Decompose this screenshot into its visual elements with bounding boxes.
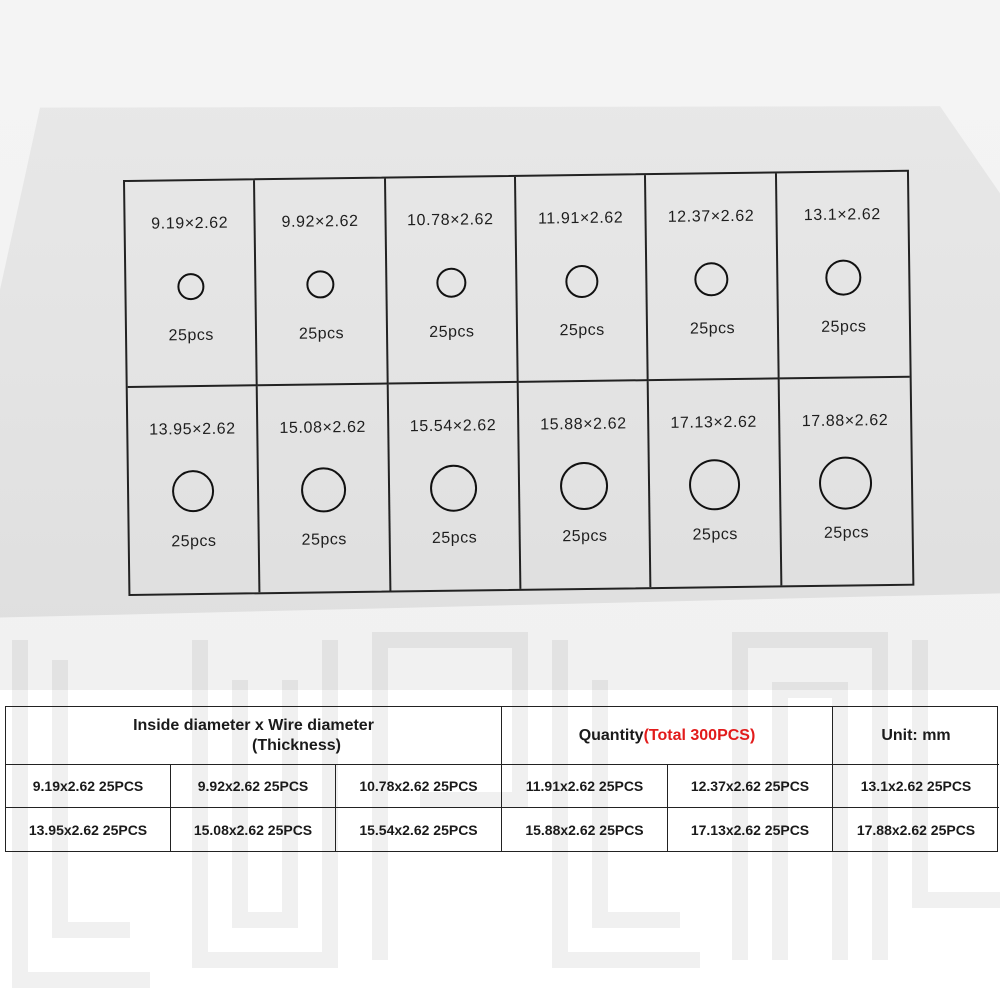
cell-size-label: 13.1×2.62 xyxy=(803,206,881,225)
size-cell xyxy=(125,180,258,388)
cell-size-label: 9.19×2.62 xyxy=(151,214,229,233)
size-cell xyxy=(646,173,779,381)
cell-size-label: 17.88×2.62 xyxy=(801,412,889,431)
cell-quantity-label: 25pcs xyxy=(692,525,738,544)
size-cell xyxy=(386,177,519,385)
oring-size-card xyxy=(123,170,914,596)
oring-circle xyxy=(301,467,347,513)
size-cell xyxy=(516,175,649,383)
unit-header: Unit: mm xyxy=(833,707,999,765)
cell-size-label: 11.91×2.62 xyxy=(537,209,624,228)
table-cell: 12.37x2.62 25PCS xyxy=(668,765,833,808)
size-cell xyxy=(777,172,910,380)
cell-size-label: 12.37×2.62 xyxy=(667,207,755,226)
cell-quantity-label: 25pcs xyxy=(168,326,214,345)
table-cell: 15.88x2.62 25PCS xyxy=(502,808,668,851)
table-cell: 9.19x2.62 25PCS xyxy=(6,765,171,808)
oring-circle xyxy=(819,456,873,510)
cell-quantity-label: 25pcs xyxy=(689,320,736,338)
table-cell: 15.08x2.62 25PCS xyxy=(171,808,336,851)
size-cell xyxy=(128,386,261,594)
size-cell xyxy=(255,179,388,387)
cell-size-label: 9.92×2.62 xyxy=(281,212,359,231)
size-header xyxy=(6,707,502,765)
oring-circle xyxy=(436,268,466,298)
cell-size-label: 13.95×2.62 xyxy=(149,420,236,439)
size-header-line1: Inside diameter x Wire diameter xyxy=(133,716,374,734)
cell-quantity-label: 25pcs xyxy=(429,323,475,342)
table-cell: 13.95x2.62 25PCS xyxy=(6,808,171,851)
cell-quantity-label: 25pcs xyxy=(301,531,347,549)
size-cell xyxy=(388,383,521,591)
size-cell xyxy=(519,381,652,589)
table-cell: 13.1x2.62 25PCS xyxy=(833,765,999,808)
size-cell xyxy=(649,379,782,587)
cell-size-label: 15.88×2.62 xyxy=(540,415,627,434)
size-cell xyxy=(779,378,912,586)
oring-circle xyxy=(565,264,598,297)
cell-quantity-label: 25pcs xyxy=(821,318,867,336)
cell-quantity-label: 25pcs xyxy=(298,325,345,343)
table-cell: 9.92x2.62 25PCS xyxy=(171,765,336,808)
oring-circle xyxy=(689,458,741,510)
cell-size-label: 15.08×2.62 xyxy=(279,418,367,437)
oring-circle xyxy=(825,259,861,295)
cell-size-label: 17.13×2.62 xyxy=(670,413,758,432)
oring-circle xyxy=(177,272,204,299)
spec-table xyxy=(5,706,998,852)
quantity-total: (Total 300PCS) xyxy=(643,726,756,744)
table-cell: 15.54x2.62 25PCS xyxy=(336,808,502,851)
size-cell xyxy=(258,385,391,593)
oring-circle xyxy=(430,464,478,512)
table-cell: 17.88x2.62 25PCS xyxy=(856,821,976,838)
cell-quantity-label: 25pcs xyxy=(171,532,217,551)
cell-size-label: 10.78×2.62 xyxy=(406,211,494,230)
oring-circle xyxy=(695,262,729,296)
cell-size-label: 15.54×2.62 xyxy=(409,417,497,436)
oring-circle xyxy=(307,270,335,298)
cell-quantity-label: 25pcs xyxy=(559,321,605,340)
size-header-line2: (Thickness) xyxy=(252,736,341,754)
cell-quantity-label: 25pcs xyxy=(823,524,870,542)
cell-quantity-label: 25pcs xyxy=(431,529,478,547)
oring-circle xyxy=(560,462,609,511)
quantity-header xyxy=(502,707,833,765)
table-cell: 17.13x2.62 25PCS xyxy=(668,808,833,851)
oring-circle xyxy=(172,470,215,513)
quantity-label: Quantity xyxy=(578,726,644,744)
table-cell: 11.91x2.62 25PCS xyxy=(502,765,668,808)
cell-quantity-label: 25pcs xyxy=(562,527,608,546)
table-cell: 10.78x2.62 25PCS xyxy=(336,765,502,808)
